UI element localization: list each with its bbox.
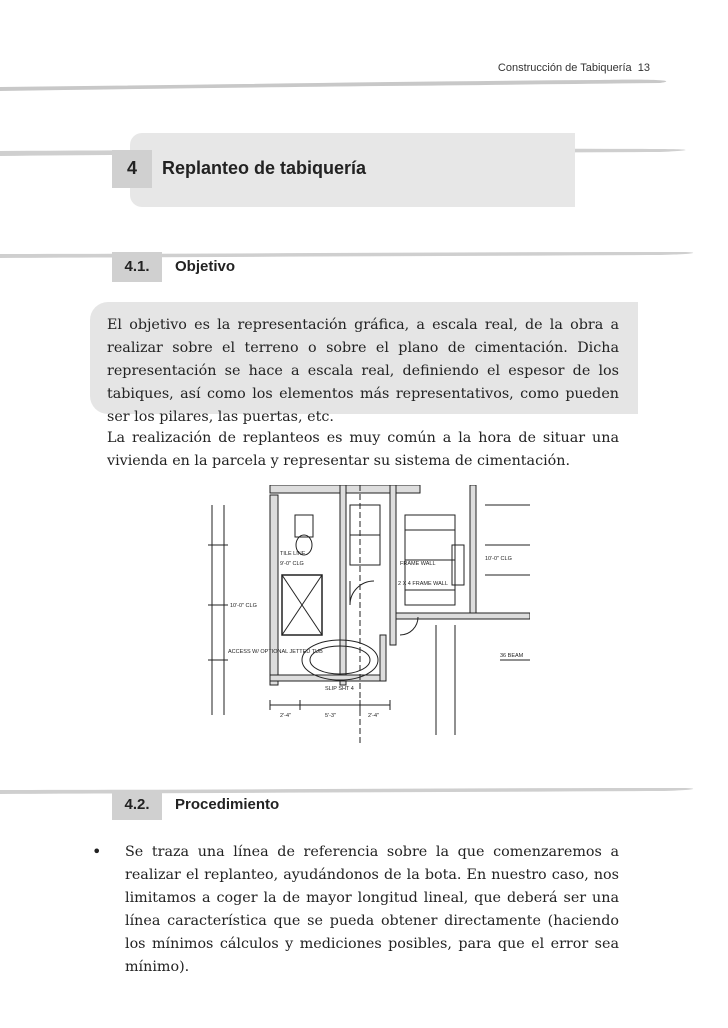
- section-title: Objetivo: [175, 258, 236, 275]
- section-number: 4.1.: [124, 258, 150, 275]
- section-number: 4.2.: [124, 796, 150, 813]
- plan-label-dim-right: 10'-0" CLG: [485, 556, 512, 562]
- procedure-item: Se traza una línea de referencia sobre la que comenzaremos a realizar el replanteo, ayudándonos de la bota. En nuestro caso, nos limitamos a coger la de mayor longitud lineal, que deberá ser una línea característica que se pueda obtener directamente (haciendo los mínimos cálculos y mediciones posibles, para que el error sea mínimo).: [125, 844, 619, 975]
- plan-label-beam: 36 BEAM: [500, 653, 524, 659]
- page-number: 13: [637, 62, 650, 74]
- plan-label-dim-bottom-3: 2'-4": [368, 713, 379, 719]
- intro-paragraph: La realización de replanteos es muy común a la hora de situar una vivienda en la parcela y representar su sistema de cimentación.: [107, 430, 619, 469]
- plan-label-dim-bottom-2: 5'-3": [325, 713, 336, 719]
- running-header: [460, 62, 650, 74]
- plan-label-dim-left: 10'-0" CLG: [230, 603, 257, 609]
- plan-label-tile-line: TILE LINE: [280, 551, 306, 557]
- section-rule-procedimiento: [0, 786, 728, 798]
- plan-label-access: ACCESS W/ OPTIONAL JETTED TUB: [228, 649, 323, 655]
- section-title: Procedimiento: [175, 796, 280, 813]
- plan-label-slip-sht: SLIP SHT 4: [325, 686, 354, 692]
- plan-label-dim-bottom-1: 2'-4": [280, 713, 291, 719]
- objective-paragraph: El objetivo es la representación gráfica, a escala real, de la obra a realizar sobre el terreno o sobre el plano de cimentación. Dicha representación se hace a escala real, definiendo el espesor de los tabiques, así como los elementos más representativos, como pueden ser los pilares, las puertas, etc.: [107, 317, 619, 425]
- chapter-number: 4: [126, 158, 137, 178]
- section-rule-objetivo: [0, 250, 728, 262]
- bullet-marker: •: [92, 842, 102, 861]
- plan-label-clg-upper: 9'-0" CLG: [280, 561, 304, 567]
- floor-plan-drawing: [200, 485, 530, 745]
- plan-label-frame-wall-2: 2 X 4 FRAME WALL: [398, 581, 448, 587]
- plan-label-frame-wall-1: FRAME WALL: [400, 561, 436, 567]
- running-title: Construcción de Tabiquería: [497, 62, 632, 74]
- header-rule: [0, 74, 728, 94]
- chapter-title: Replanteo de tabiquería: [162, 158, 367, 178]
